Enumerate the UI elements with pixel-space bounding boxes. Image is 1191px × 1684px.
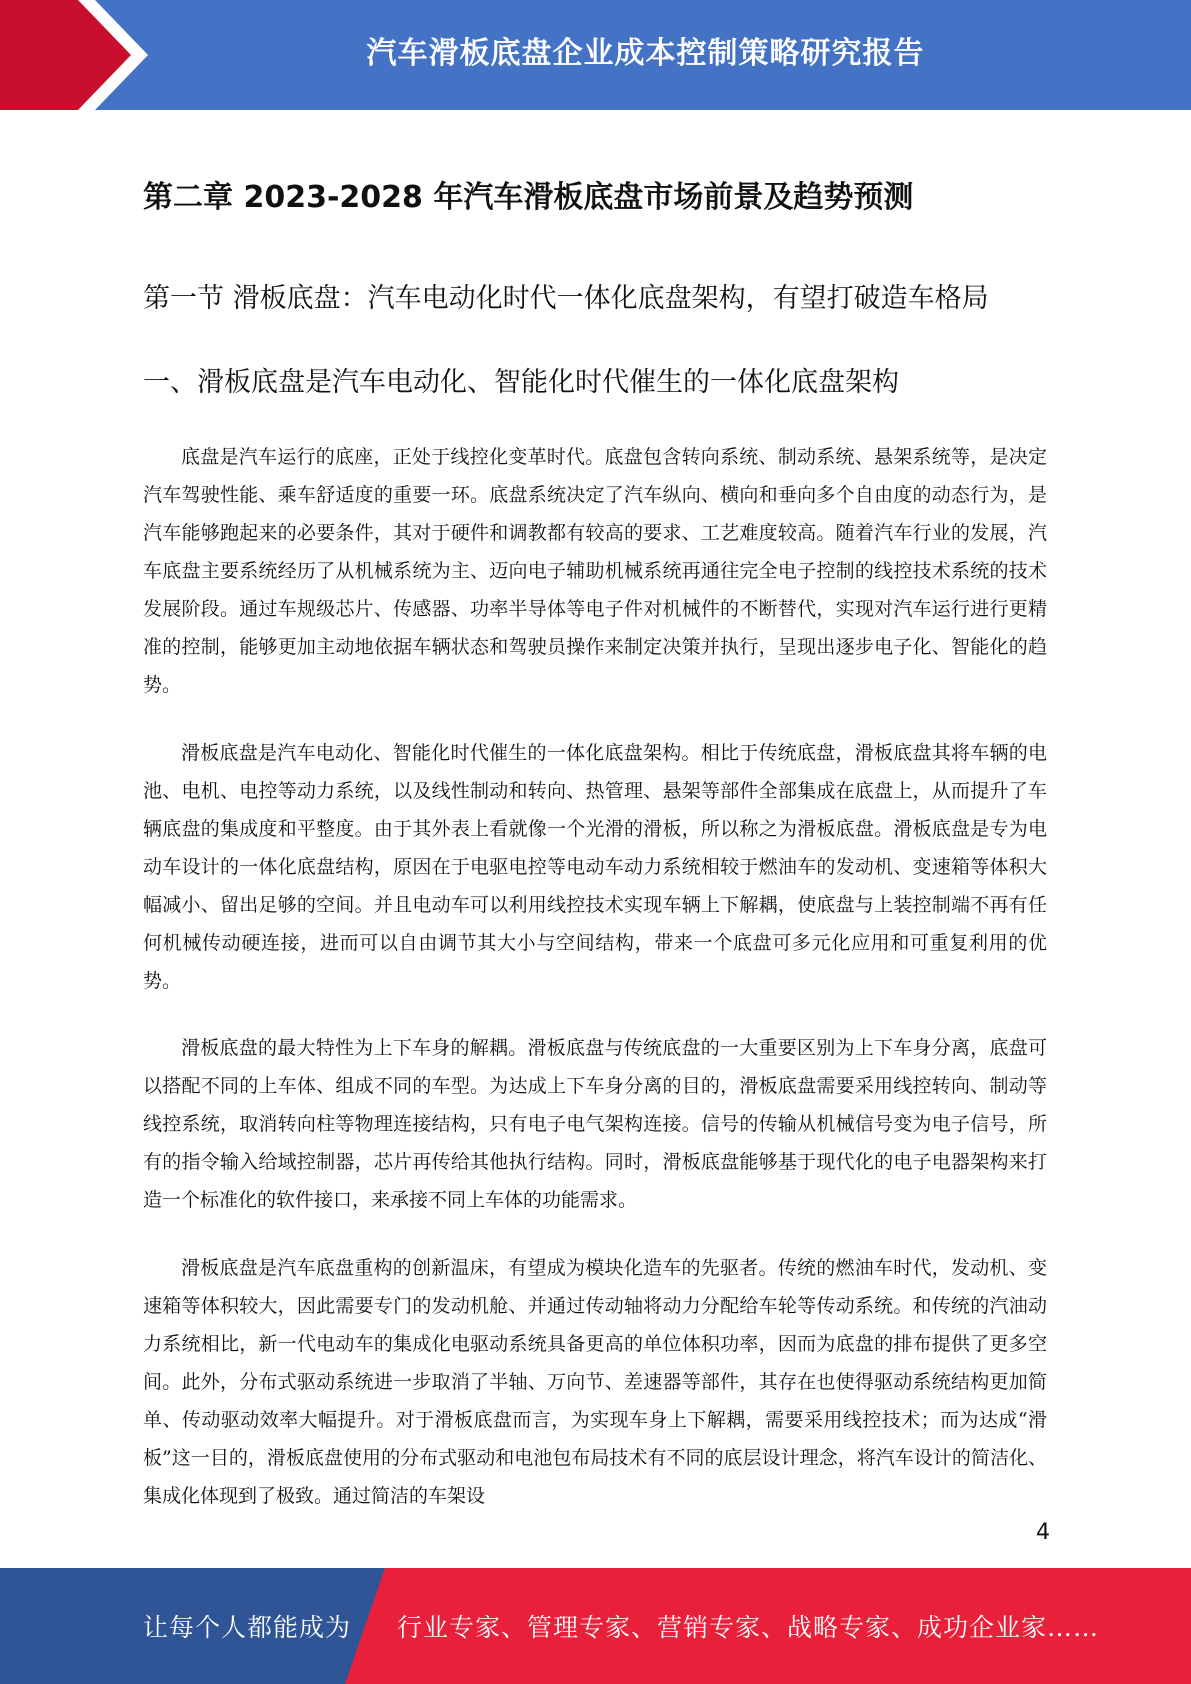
section-title: 第一节 滑板底盘：汽车电动化时代一体化底盘架构，有望打破造车格局 bbox=[143, 283, 989, 314]
paragraph-skateboard-architecture: 滑板底盘是汽车电动化、智能化时代催生的一体化底盘架构。相比于传统底盘，滑板底盘其将车辆的电池、电机、电控等动力系统，以及线性制动和转向、热管理、悬架等部件全部集成在底盘上，从而提升了车辆底盘的集成度和平整度。由于其外表上看就像一个光滑的滑板，所以称之为滑板底盘。滑板底盘是专为电动车设计的一体化底盘结构，原因在于电驱电控等电动车动力系统相较于燃油车的发动机、变速箱等体积大幅减小、留出足够的空间。并且电动车可以利用线控技术实现车辆上下解耦，使底盘与上装控制端不再有任何机械传动硬连接，进而可以自由调节其大小与空间结构，带来一个底盘可多元化应用和可重复利用的优势。 bbox=[143, 742, 1047, 992]
page-header bbox=[0, 0, 1191, 110]
chapter-title: 第二章 2023-2028 年汽车滑板底盘市场前景及趋势预测 bbox=[143, 180, 914, 215]
footer-slogan-left: 让每个人都能成为 bbox=[143, 1613, 352, 1642]
subsection-title: 一、滑板底盘是汽车电动化、智能化时代催生的一体化底盘架构 bbox=[143, 367, 899, 398]
page-number: 4 bbox=[1036, 1520, 1050, 1545]
footer-slogan-right: 行业专家、管理专家、营销专家、战略专家、成功企业家…… bbox=[397, 1613, 1100, 1642]
paragraph-modular-pioneer: 滑板底盘是汽车底盘重构的创新温床，有望成为模块化造车的先驱者。传统的燃油车时代，发动机、变速箱等体积较大，因此需要专门的发动机舱、并通过传动轴将动力分配给车轮等传动系统。和传统的汽油动力系统相比，新一代电动车的集成化电驱动系统具备更高的单位体积功率，因而为底盘的排布提供了更多空间。此外，分布式驱动系统进一步取消了半轴、万向节、差速器等部件，其存在也使得驱动系统结构更加简单、传动驱动效率大幅提升。对于滑板底盘而言，为实现车身上下解耦，需要采用线控技术；而为达成“滑板”这一目的，滑板底盘使用的分布式驱动和电池包布局技术有不同的底层设计理念，将汽车设计的简洁化、集成化体现到了极致。通过简洁的车架设 bbox=[143, 1257, 1047, 1507]
report-title: 汽车滑板底盘企业成本控制策略研究报告 bbox=[366, 36, 925, 71]
paragraph-chassis-intro: 底盘是汽车运行的底座，正处于线控化变革时代。底盘包含转向系统、制动系统、悬架系统等，是决定汽车驾驶性能、乘车舒适度的重要一环。底盘系统决定了汽车纵向、横向和垂向多个自由度的动态行为，是汽车能够跑起来的必要条件，其对于硬件和调教都有较高的要求、工艺难度较高。随着汽车行业的发展，汽车底盘主要系统经历了从机械系统为主、迈向电子辅助机械系统再通往完全电子控制的线控技术系统的技术发展阶段。通过车规级芯片、传感器、功率半导体等电子件对机械件的不断替代，实现对汽车运行进行更精准的控制，能够更加主动地依据车辆状态和驾驶员操作来制定决策并执行，呈现出逐步电子化、智能化的趋势。 bbox=[143, 446, 1047, 696]
paragraph-decoupling: 滑板底盘的最大特性为上下车身的解耦。滑板底盘与传统底盘的一大重要区别为上下车身分离，底盘可以搭配不同的上车体、组成不同的车型。为达成上下车身分离的目的，滑板底盘需要采用线控转向、制动等线控系统，取消转向柱等物理连接结构，只有电子电气架构连接。信号的传输从机械信号变为电子信号，所有的指令输入给域控制器，芯片再传给其他执行结构。同时，滑板底盘能够基于现代化的电子电器架构来打造一个标准化的软件接口，来承接不同上车体的功能需求。 bbox=[143, 1037, 1047, 1211]
header-chevron-decoration bbox=[0, 0, 160, 110]
page-footer bbox=[0, 1568, 1191, 1684]
